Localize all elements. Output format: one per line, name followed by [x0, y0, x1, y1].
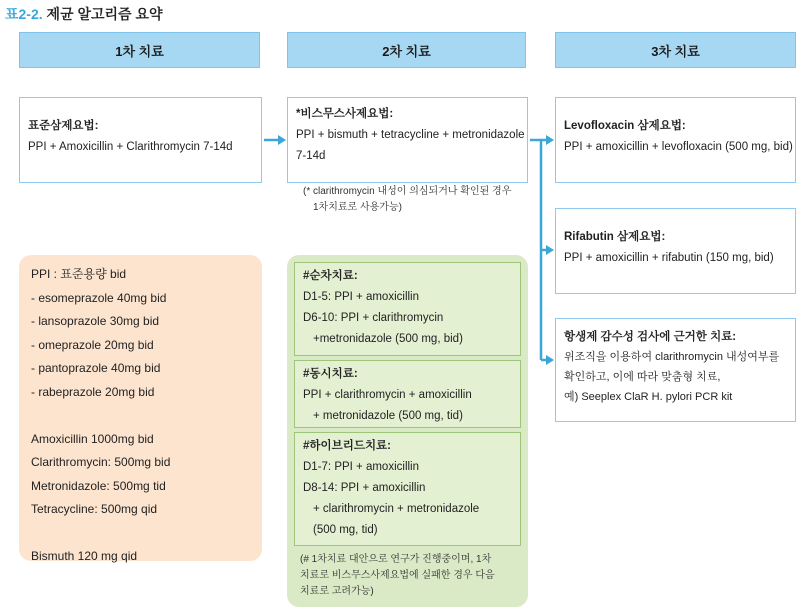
- second-line-body-2: 7-14d: [296, 150, 326, 162]
- concomitant-title: #동시치료:: [303, 368, 358, 380]
- rifabutin-body: PPI + amoxicillin + rifabutin (150 mg, bid): [564, 252, 774, 264]
- figure-title-text: 제균 알고리즘 요약: [46, 6, 163, 22]
- sequential-line-2: D6-10: PPI + clarithromycin: [303, 312, 444, 324]
- header-second-line: 2차 치료: [287, 32, 526, 68]
- first-line-title: 표준삼제요법:: [28, 120, 99, 132]
- hybrid-line-3: + clarithromycin + metronidazole: [313, 503, 480, 515]
- arrowhead-icon: [546, 135, 554, 145]
- second-line-body-1: PPI + bismuth + tetracycline + metronidazole: [296, 129, 525, 141]
- concomitant-line-1: PPI + clarithromycin + amoxicillin: [303, 389, 472, 401]
- second-line-note-2: 1차치료로 사용가능): [313, 202, 402, 213]
- first-line-body: PPI + Amoxicillin + Clarithromycin 7-14d: [28, 141, 233, 153]
- hybrid-line-1: D1-7: PPI + amoxicillin: [303, 461, 419, 473]
- sequential-line-3: +metronidazole (500 mg, bid): [313, 333, 463, 345]
- dosing-line: - esomeprazole 40mg bid: [31, 290, 167, 305]
- header-first-line: 1차 치료: [19, 32, 260, 68]
- arrowhead-icon: [546, 355, 554, 365]
- dosing-line: PPI : 표준용량 bid: [31, 267, 127, 281]
- dosing-line: - pantoprazole 40mg bid: [31, 361, 161, 375]
- dosing-line: Metronidazole: 500mg tid: [31, 478, 166, 493]
- dosing-line: Bismuth 120 mg qid: [31, 549, 138, 563]
- susceptibility-body-2: 확인하고, 이에 따라 맞춤형 치료,: [564, 371, 721, 383]
- rifabutin-title: Rifabutin 삼제요법:: [564, 231, 666, 243]
- dosing-line: Tetracycline: 500mg qid: [31, 502, 158, 516]
- hybrid-line-4: (500 mg, tid): [313, 524, 378, 536]
- susceptibility-body-1: 위조직을 이용하여 clarithromycin 내성여부를: [564, 351, 780, 363]
- dosing-line: Amoxicillin 1000mg bid: [31, 431, 154, 446]
- second-line-note-1: (* clarithromycin 내성이 의심되거나 확인된 경우: [303, 186, 512, 197]
- header-third-line: 3차 치료: [555, 32, 796, 68]
- second-line-title: *비스무스사제요법:: [296, 108, 394, 120]
- dosing-line: - rabeprazole 20mg bid: [31, 384, 155, 399]
- levofloxacin-body: PPI + amoxicillin + levofloxacin (500 mg, bid): [564, 141, 793, 153]
- concomitant-line-2: + metronidazole (500 mg, tid): [313, 410, 463, 422]
- sequential-line-1: D1-5: PPI + amoxicillin: [303, 291, 419, 303]
- arrowhead-icon: [546, 245, 554, 255]
- levofloxacin-title: Levofloxacin 삼제요법:: [564, 120, 686, 132]
- dosing-line: - omeprazole 20mg bid: [31, 337, 154, 352]
- dosing-line: - lansoprazole 30mg bid: [31, 314, 160, 328]
- hybrid-title: #하이브리드치료:: [303, 440, 391, 452]
- sequential-title: #순차치료:: [303, 270, 358, 282]
- dosing-line: Clarithromycin: 500mg bid: [31, 455, 171, 469]
- arrowhead-icon: [278, 135, 286, 145]
- figure-number: 표2-2.: [5, 6, 43, 22]
- susceptibility-title: 항생제 감수성 검사에 근거한 치료:: [564, 331, 737, 343]
- hybrid-line-2: D8-14: PPI + amoxicillin: [303, 482, 426, 494]
- alternatives-note-3: 치료로 고려가능): [300, 586, 374, 597]
- alternatives-note-2: 치료로 비스무스사제요법에 실패한 경우 다음: [300, 570, 495, 581]
- susceptibility-body-3: 예) Seeplex ClaR H. pylori PCR kit: [564, 391, 733, 403]
- alternatives-note-1: (# 1차치료 대안으로 연구가 진행중이며, 1차: [300, 554, 492, 565]
